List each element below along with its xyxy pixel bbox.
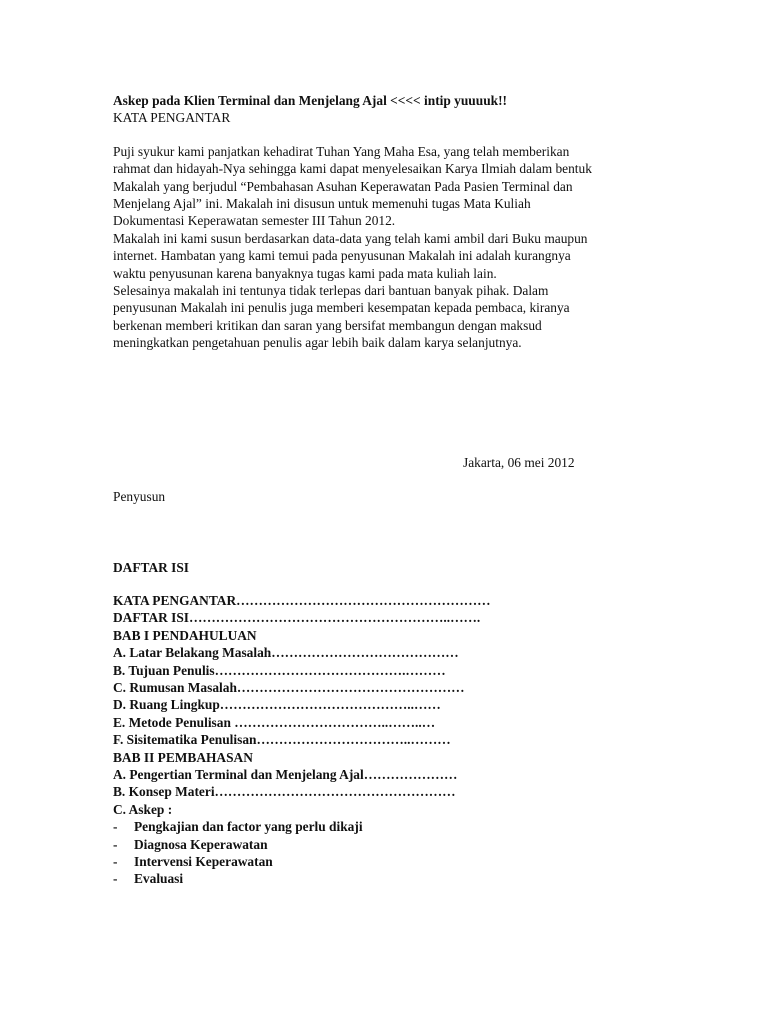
toc-entry: DAFTAR ISI…………………………………………………..……. <box>113 610 481 626</box>
preface-line: Selesainya makalah ini tentunya tidak terlepas dari bantuan banyak pihak. Dalam <box>113 283 549 299</box>
dash-marker: - <box>113 836 118 852</box>
toc-entry: KATA PENGANTAR………………………………………………… <box>113 592 491 608</box>
toc-entry: D. Ruang Lingkup……………………………………..…… <box>113 697 441 713</box>
toc-entry: BAB II PEMBAHASAN <box>113 749 253 765</box>
toc-subitem <box>113 853 653 870</box>
toc-entry: F. Sisitematika Penulisan……………………………..……… <box>113 732 451 748</box>
toc-entry: B. Konsep Materi……………………………………………… <box>113 784 456 800</box>
toc-subitem-label: Evaluasi <box>134 871 184 887</box>
spacer <box>113 506 653 559</box>
toc-entry: BAB I PENDAHULUAN <box>113 627 257 643</box>
preface-body <box>113 143 653 352</box>
toc-entry: A. Pengertian Terminal dan Menjelang Ajal………………… <box>113 766 458 782</box>
preface-line: Makalah yang berjudul “Pembahasan Asuhan Keperawatan Pada Pasien Terminal dan <box>113 178 573 194</box>
preface-line: penyusunan Makalah ini penulis juga memberi kesempatan kepada pembaca, kiranya <box>113 300 570 316</box>
preface-line: Puji syukur kami panjatkan kehadirat Tuhan Yang Maha Esa, yang telah memberikan <box>113 143 570 159</box>
toc-subitem-label: Pengkajian dan factor yang perlu dikaji <box>134 819 363 835</box>
preface-line: Makalah ini kami susun berdasarkan data-data yang telah kami ambil dari Buku maupun <box>113 230 588 246</box>
preface-line: internet. Hambatan yang kami temui pada penyusunan Makalah ini adalah kurangnya <box>113 248 571 264</box>
toc-entry: A. Latar Belakang Masalah…………………………………… <box>113 645 459 661</box>
table-of-contents <box>113 592 653 888</box>
place-date: Jakarta, 06 mei 2012 <box>463 454 575 470</box>
toc-entry: C. Askep : <box>113 801 173 817</box>
dash-marker: - <box>113 871 118 887</box>
preface-line: Dokumentasi Keperawatan semester III Tahun 2012. <box>113 213 396 229</box>
preface-line: berkenan memberi kritikan dan saran yang bersifat membangun dengan maksud <box>113 317 542 333</box>
toc-entry: B. Tujuan Penulis…………………………………….……… <box>113 662 446 678</box>
toc-subitem-label: Intervensi Keperawatan <box>134 854 273 869</box>
toc-subitem <box>113 818 653 835</box>
toc-entry: E. Metode Penulisan ……………………………..……..… <box>113 714 436 730</box>
toc-subitem <box>113 870 653 887</box>
spacer <box>113 127 653 143</box>
preface-line: waktu penyusunan karena banyaknya tugas kami pada mata kuliah lain. <box>113 265 497 281</box>
spacer <box>113 352 653 454</box>
preface-line: Menjelang Ajal” ini. Makalah ini disusun untuk memenuhi tugas Mata Kuliah <box>113 196 531 212</box>
spacer <box>113 576 653 592</box>
document-page <box>113 92 653 888</box>
toc-title: DAFTAR ISI <box>113 559 190 575</box>
document-header-line: Askep pada Klien Terminal dan Menjelang Ajal <<<< intip yuuuuk!! <box>113 93 508 108</box>
dash-marker: - <box>113 854 118 869</box>
dash-marker: - <box>113 819 118 835</box>
signer: Penyusun <box>113 489 166 505</box>
preface-line: rahmat dan hidayah-Nya sehingga kami dapat menyelesaikan Karya Ilmiah dalam bentuk <box>113 161 592 177</box>
preface-title: KATA PENGANTAR <box>113 110 231 126</box>
toc-subitem <box>113 836 653 853</box>
spacer <box>113 471 653 488</box>
preface-line: meningkatkan pengetahuan penulis agar lebih baik dalam karya selanjutnya. <box>113 335 522 351</box>
toc-entry: C. Rumusan Masalah…………………………………………… <box>113 679 465 695</box>
toc-subitem-label: Diagnosa Keperawatan <box>134 836 268 852</box>
